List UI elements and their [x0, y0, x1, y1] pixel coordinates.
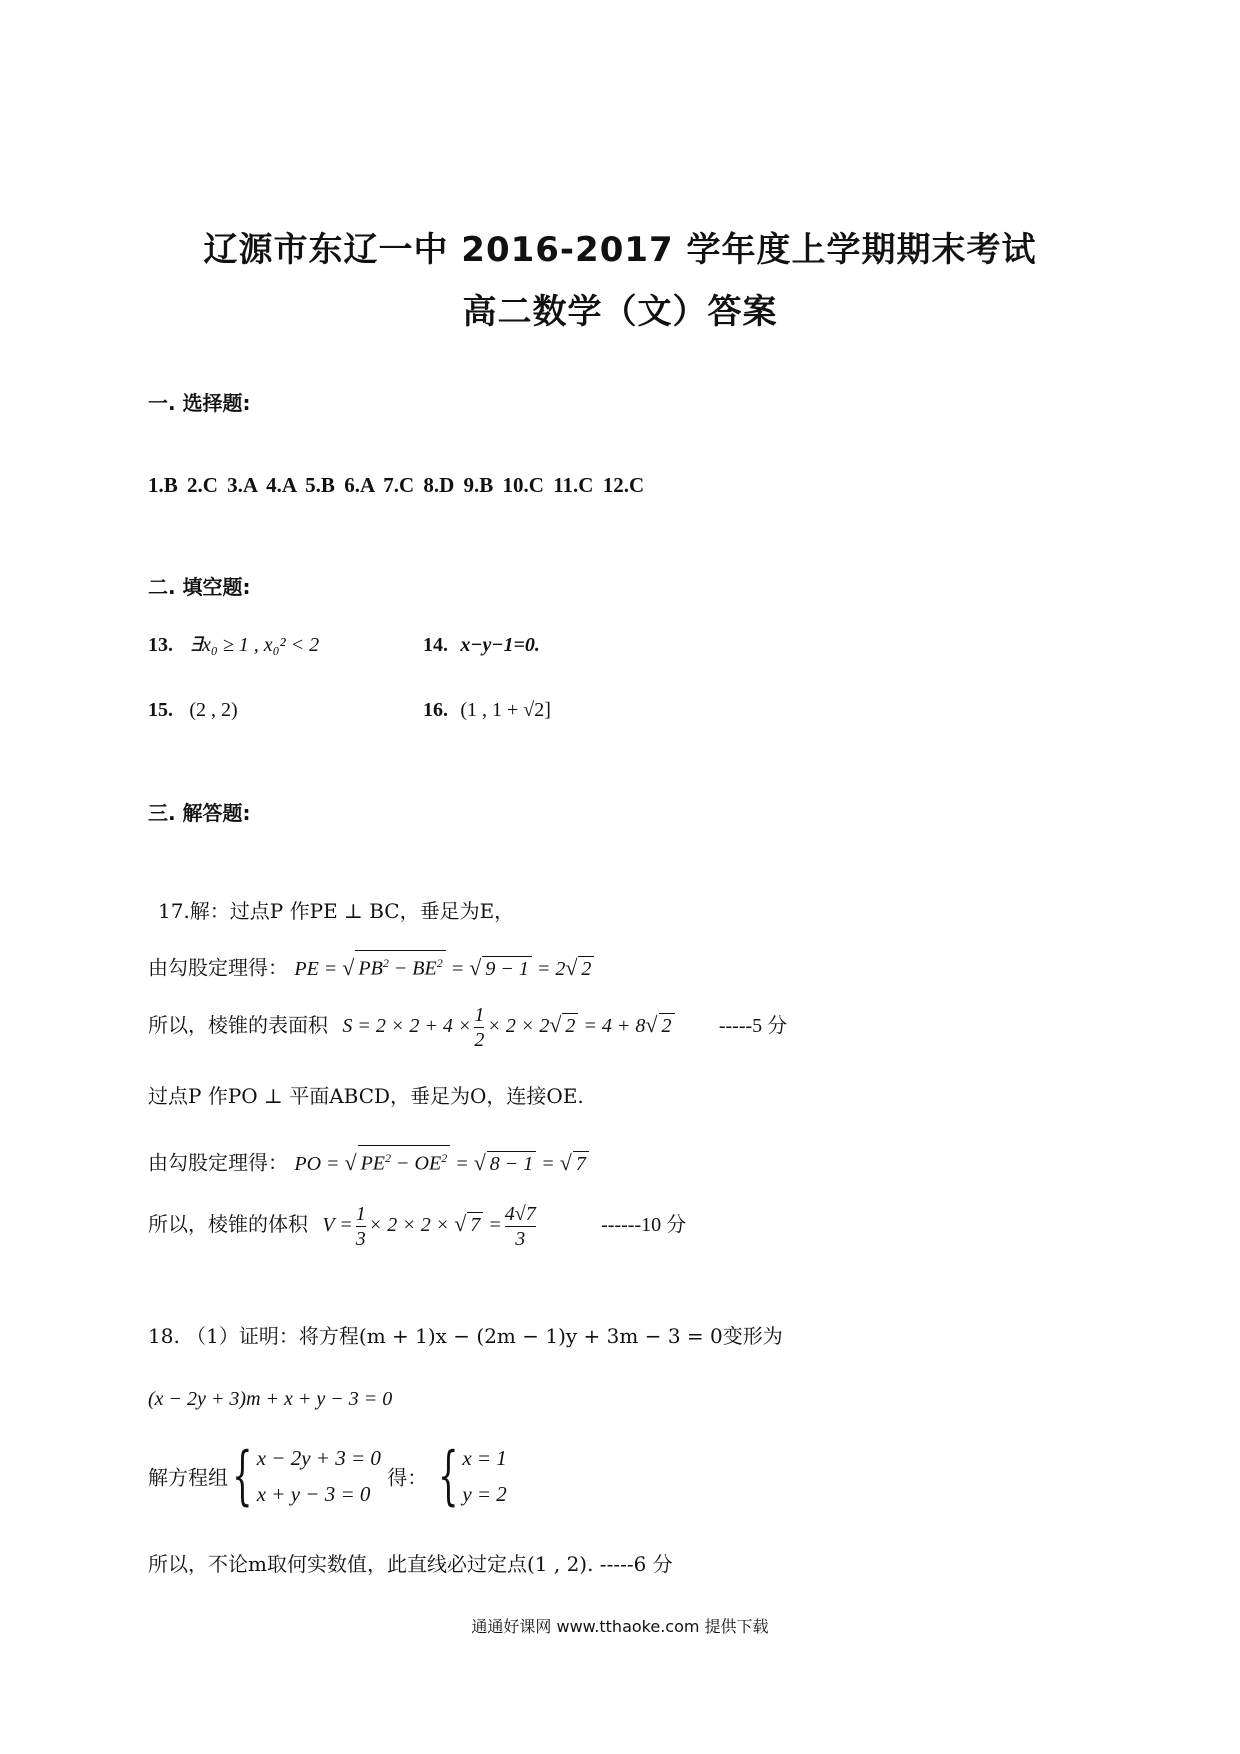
left-brace-icon: { [437, 1439, 459, 1513]
q14-label: 14. [423, 634, 448, 656]
q16-answer: (1 , 1 + √2] [460, 699, 551, 721]
q17-line3 [148, 1003, 787, 1052]
q17-po-formula: PO = √ $PE^2 - OE^2$ = √ 8 − 1 = √ 7 [294, 1153, 588, 1175]
system1-eq1: x − 2y + 3 = 0 [256, 1446, 381, 1470]
equation-system-2 [462, 1440, 507, 1512]
q17-score-5: -----5 分 [718, 1015, 788, 1038]
answer-15 [148, 697, 238, 722]
q17-line5 [148, 1145, 589, 1176]
section-heading-choice: 一. 选择题: [148, 391, 251, 415]
q15-label: 15. [148, 699, 173, 721]
q17-line1: 17.解：过点P 作PE ⊥ BC，垂足为E， [158, 899, 515, 923]
q17-line2 [148, 950, 594, 981]
system1-eq2: x + y − 3 = 0 [256, 1482, 371, 1506]
q13-answer: ∃x₀ ≥ 1 , x₀² < 2 [189, 634, 320, 656]
q18-line4: 所以，不论m取何实数值，此直线必过定点(1 , 2). -----6 分 [148, 1552, 673, 1576]
answer-16 [423, 697, 551, 722]
page-subtitle: 高二数学（文）答案 [462, 292, 778, 332]
answer-14 [423, 632, 540, 657]
q15-answer: (2 , 2) [189, 699, 238, 721]
section-heading-solve: 三. 解答题: [148, 801, 251, 825]
q17-volume-formula: V = $\frac{1}{3}$ × 2 × 2 × √ 7 = $\frac{4√7}{3}$ [322, 1203, 536, 1250]
equation-system-1 [257, 1440, 381, 1512]
q14-answer: x−y−1=0. [460, 634, 540, 656]
q17-line6-prefix: 所以，棱锥的体积 [148, 1212, 308, 1237]
q18-line3-mid: 得： [387, 1465, 428, 1490]
system2-eq2: y = 2 [462, 1482, 507, 1506]
q18-line2: (x − 2y + 3)m + x + y − 3 = 0 [148, 1388, 393, 1410]
q17-line2-prefix: 由勾股定理得： [148, 955, 288, 980]
q18-line3 [148, 1440, 507, 1512]
left-brace-icon: { [232, 1439, 253, 1513]
section-heading-fill: 二. 填空题: [148, 575, 251, 599]
page-title: 辽源市东辽一中 2016-2017 学年度上学期期末考试 [203, 230, 1037, 270]
page-footer: 通通好课网 www.tthaoke.com 提供下载 [471, 1617, 769, 1636]
q18-line1: 18. （1）证明：将方程(m + 1)x − (2m − 1)y + 3m − 3 = 0变形为 [148, 1324, 783, 1348]
system2-eq1: x = 1 [462, 1446, 507, 1470]
q17-line3-prefix: 所以，棱锥的表面积 [148, 1013, 328, 1038]
q16-label: 16. [423, 699, 448, 721]
q13-label: 13. [148, 634, 173, 656]
choice-answers: 1.B 2.C 3.A 4.A 5.B 6.A 7.C 8.D 9.B 10.C 11.C 12.C [148, 473, 645, 497]
q17-line6 [148, 1202, 686, 1251]
q17-line4: 过点P 作PO ⊥ 平面ABCD，垂足为O，连接OE. [148, 1084, 584, 1108]
answer-13 [148, 632, 319, 657]
q17-line5-prefix: 由勾股定理得： [148, 1150, 288, 1175]
q18-line3-prefix: 解方程组 [148, 1465, 228, 1490]
q17-pe-formula: PE = √ $PB^2 - BE^2$ = √ 9 − 1 = 2√ 2 [294, 958, 594, 980]
q17-surface-formula: S = 2 × 2 + 4 × $\frac{1}{2}$ × 2 × 2√ 2 = 4 + 8√ 2 [342, 1015, 674, 1037]
q17-score-10: ------10 分 [601, 1214, 687, 1237]
